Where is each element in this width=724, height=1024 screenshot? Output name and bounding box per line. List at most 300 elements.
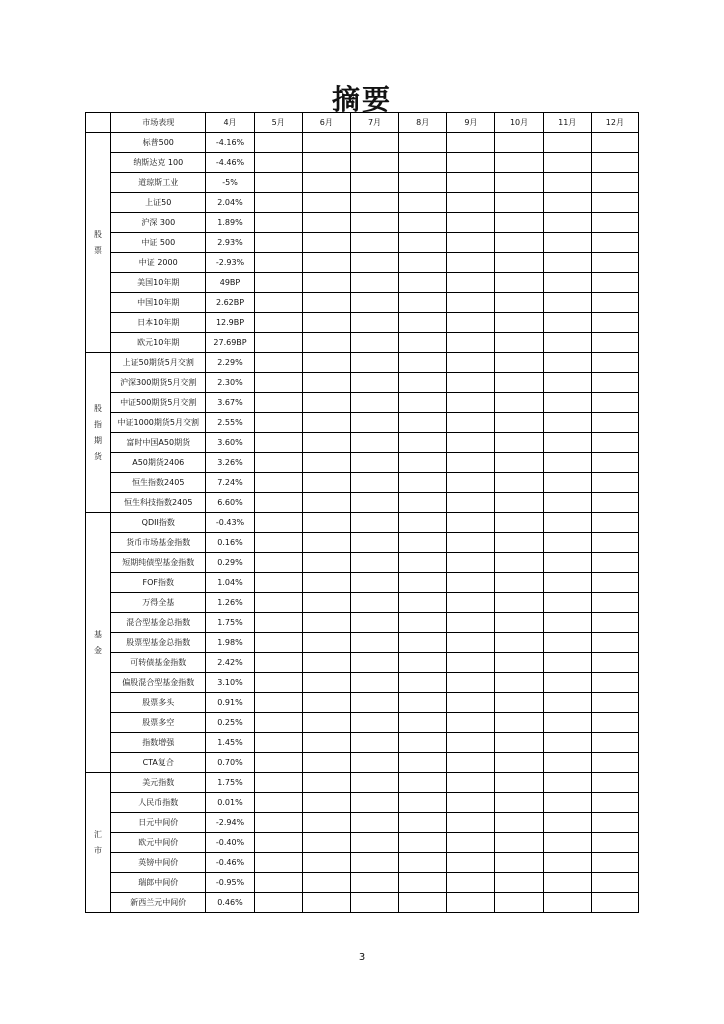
empty-month-cell xyxy=(399,793,447,813)
empty-month-cell xyxy=(447,553,495,573)
empty-month-cell xyxy=(495,673,543,693)
empty-month-cell xyxy=(350,253,398,273)
april-value: 7.24% xyxy=(206,473,254,493)
category-char: 股 xyxy=(94,229,103,239)
empty-month-cell xyxy=(543,873,591,893)
empty-month-cell xyxy=(447,573,495,593)
table-row xyxy=(86,173,639,193)
table-row xyxy=(86,213,639,233)
empty-month-cell xyxy=(543,233,591,253)
indicator-name: 中证1000期货5月交割 xyxy=(111,413,206,433)
empty-month-cell xyxy=(302,353,350,373)
empty-month-cell xyxy=(543,753,591,773)
empty-month-cell xyxy=(350,133,398,153)
indicator-name: CTA复合 xyxy=(111,753,206,773)
empty-month-cell xyxy=(447,673,495,693)
indicator-name: 中证 500 xyxy=(111,233,206,253)
empty-month-cell xyxy=(399,353,447,373)
empty-month-cell xyxy=(447,773,495,793)
empty-month-cell xyxy=(350,593,398,613)
empty-month-cell xyxy=(495,773,543,793)
empty-month-cell xyxy=(350,493,398,513)
empty-month-cell xyxy=(399,813,447,833)
empty-month-cell xyxy=(543,173,591,193)
april-value: 3.60% xyxy=(206,433,254,453)
empty-month-cell xyxy=(543,653,591,673)
table-row xyxy=(86,773,639,793)
table-row xyxy=(86,853,639,873)
empty-month-cell xyxy=(447,273,495,293)
empty-month-cell xyxy=(591,533,638,553)
empty-month-cell xyxy=(495,713,543,733)
empty-month-cell xyxy=(495,353,543,373)
indicator-name: 美元指数 xyxy=(111,773,206,793)
empty-month-cell xyxy=(543,493,591,513)
category-cell xyxy=(86,773,111,913)
empty-month-cell xyxy=(591,353,638,373)
april-value: 0.91% xyxy=(206,693,254,713)
empty-month-cell xyxy=(350,613,398,633)
empty-month-cell xyxy=(495,873,543,893)
empty-month-cell xyxy=(543,673,591,693)
empty-month-cell xyxy=(350,333,398,353)
empty-month-cell xyxy=(447,373,495,393)
table-row xyxy=(86,813,639,833)
empty-month-cell xyxy=(302,333,350,353)
empty-month-cell xyxy=(447,253,495,273)
empty-month-cell xyxy=(543,213,591,233)
indicator-name: 日元中间价 xyxy=(111,813,206,833)
table-row xyxy=(86,333,639,353)
empty-month-cell xyxy=(254,753,302,773)
empty-month-cell xyxy=(399,573,447,593)
table-row xyxy=(86,193,639,213)
empty-month-cell xyxy=(399,633,447,653)
empty-month-cell xyxy=(495,293,543,313)
indicator-name: 美国10年期 xyxy=(111,273,206,293)
empty-month-cell xyxy=(495,513,543,533)
empty-month-cell xyxy=(254,333,302,353)
empty-month-cell xyxy=(302,733,350,753)
empty-month-cell xyxy=(591,713,638,733)
empty-month-cell xyxy=(543,193,591,213)
table-row xyxy=(86,433,639,453)
empty-month-cell xyxy=(399,153,447,173)
empty-month-cell xyxy=(399,193,447,213)
empty-month-cell xyxy=(399,613,447,633)
empty-month-cell xyxy=(254,433,302,453)
header-cell: 10月 xyxy=(495,113,543,133)
empty-month-cell xyxy=(591,733,638,753)
empty-month-cell xyxy=(350,533,398,553)
empty-month-cell xyxy=(495,333,543,353)
empty-month-cell xyxy=(591,613,638,633)
empty-month-cell xyxy=(399,413,447,433)
empty-month-cell xyxy=(350,173,398,193)
empty-month-cell xyxy=(447,833,495,853)
empty-month-cell xyxy=(447,633,495,653)
empty-month-cell xyxy=(543,353,591,373)
april-value: 1.89% xyxy=(206,213,254,233)
empty-month-cell xyxy=(495,393,543,413)
empty-month-cell xyxy=(495,433,543,453)
empty-month-cell xyxy=(591,413,638,433)
indicator-name: 短期纯债型基金指数 xyxy=(111,553,206,573)
empty-month-cell xyxy=(350,433,398,453)
empty-month-cell xyxy=(254,613,302,633)
empty-month-cell xyxy=(591,173,638,193)
empty-month-cell xyxy=(350,453,398,473)
empty-month-cell xyxy=(543,453,591,473)
indicator-name: 道琼斯工业 xyxy=(111,173,206,193)
empty-month-cell xyxy=(399,853,447,873)
indicator-name: 上证50 xyxy=(111,193,206,213)
empty-month-cell xyxy=(302,393,350,413)
page-title: 摘要 xyxy=(331,83,392,116)
table-row xyxy=(86,473,639,493)
empty-month-cell xyxy=(399,653,447,673)
indicator-name: 上证50期货5月交割 xyxy=(111,353,206,373)
empty-month-cell xyxy=(543,313,591,333)
april-value: 6.60% xyxy=(206,493,254,513)
empty-month-cell xyxy=(254,673,302,693)
empty-month-cell xyxy=(254,253,302,273)
empty-month-cell xyxy=(543,633,591,653)
category-char: 基 xyxy=(94,629,103,639)
table-row xyxy=(86,233,639,253)
april-value: 0.46% xyxy=(206,893,254,913)
empty-month-cell xyxy=(399,753,447,773)
indicator-name: 标普500 xyxy=(111,133,206,153)
empty-month-cell xyxy=(350,673,398,693)
table-row xyxy=(86,493,639,513)
empty-month-cell xyxy=(254,513,302,533)
table-row xyxy=(86,673,639,693)
empty-month-cell xyxy=(495,733,543,753)
empty-month-cell xyxy=(302,133,350,153)
empty-month-cell xyxy=(302,553,350,573)
category-char: 票 xyxy=(94,245,103,255)
empty-month-cell xyxy=(543,733,591,753)
empty-month-cell xyxy=(591,433,638,453)
indicator-name: 瑞郎中间价 xyxy=(111,873,206,893)
empty-month-cell xyxy=(399,733,447,753)
empty-month-cell xyxy=(495,193,543,213)
indicator-name: 纳斯达克 100 xyxy=(111,153,206,173)
indicator-name: 恒生科技指数2405 xyxy=(111,493,206,513)
empty-month-cell xyxy=(447,173,495,193)
april-value: -0.43% xyxy=(206,513,254,533)
empty-month-cell xyxy=(302,453,350,473)
april-value: -4.16% xyxy=(206,133,254,153)
empty-month-cell xyxy=(302,653,350,673)
empty-month-cell xyxy=(543,893,591,913)
april-value: 1.98% xyxy=(206,633,254,653)
empty-month-cell xyxy=(543,393,591,413)
empty-month-cell xyxy=(543,773,591,793)
empty-month-cell xyxy=(591,813,638,833)
empty-month-cell xyxy=(447,893,495,913)
table-row xyxy=(86,293,639,313)
empty-month-cell xyxy=(254,793,302,813)
category-char: 股 xyxy=(94,403,103,413)
empty-month-cell xyxy=(591,213,638,233)
empty-month-cell xyxy=(399,713,447,733)
empty-month-cell xyxy=(447,333,495,353)
empty-month-cell xyxy=(543,373,591,393)
empty-month-cell xyxy=(495,213,543,233)
empty-month-cell xyxy=(350,273,398,293)
empty-month-cell xyxy=(254,133,302,153)
empty-month-cell xyxy=(447,733,495,753)
empty-month-cell xyxy=(350,633,398,653)
empty-month-cell xyxy=(399,313,447,333)
indicator-name: 英镑中间价 xyxy=(111,853,206,873)
category-char: 金 xyxy=(94,645,103,655)
empty-month-cell xyxy=(302,273,350,293)
empty-month-cell xyxy=(543,853,591,873)
empty-month-cell xyxy=(302,693,350,713)
empty-month-cell xyxy=(495,553,543,573)
empty-month-cell xyxy=(399,513,447,533)
empty-month-cell xyxy=(495,453,543,473)
empty-month-cell xyxy=(495,233,543,253)
empty-month-cell xyxy=(495,573,543,593)
empty-month-cell xyxy=(350,713,398,733)
table-row xyxy=(86,573,639,593)
indicator-name: 欧元中间价 xyxy=(111,833,206,853)
empty-month-cell xyxy=(399,673,447,693)
empty-month-cell xyxy=(302,633,350,653)
empty-month-cell xyxy=(495,753,543,773)
empty-month-cell xyxy=(447,753,495,773)
empty-month-cell xyxy=(254,713,302,733)
empty-month-cell xyxy=(399,773,447,793)
empty-month-cell xyxy=(399,293,447,313)
empty-month-cell xyxy=(399,593,447,613)
empty-month-cell xyxy=(302,613,350,633)
empty-month-cell xyxy=(399,833,447,853)
empty-month-cell xyxy=(447,193,495,213)
empty-month-cell xyxy=(495,693,543,713)
table-row xyxy=(86,653,639,673)
empty-month-cell xyxy=(447,293,495,313)
empty-month-cell xyxy=(495,473,543,493)
april-value: 2.29% xyxy=(206,353,254,373)
empty-month-cell xyxy=(591,313,638,333)
empty-month-cell xyxy=(543,273,591,293)
empty-month-cell xyxy=(399,233,447,253)
empty-month-cell xyxy=(350,293,398,313)
april-value: 0.16% xyxy=(206,533,254,553)
empty-month-cell xyxy=(591,833,638,853)
header-cell: 12月 xyxy=(591,113,638,133)
empty-month-cell xyxy=(495,273,543,293)
april-value: 3.26% xyxy=(206,453,254,473)
empty-month-cell xyxy=(591,793,638,813)
empty-month-cell xyxy=(350,733,398,753)
header-cell: 5月 xyxy=(254,113,302,133)
april-value: 2.55% xyxy=(206,413,254,433)
corner-cell xyxy=(86,113,111,133)
empty-month-cell xyxy=(495,853,543,873)
april-value: -2.94% xyxy=(206,813,254,833)
empty-month-cell xyxy=(591,393,638,413)
empty-month-cell xyxy=(254,413,302,433)
empty-month-cell xyxy=(543,573,591,593)
empty-month-cell xyxy=(399,333,447,353)
empty-month-cell xyxy=(302,853,350,873)
empty-month-cell xyxy=(543,593,591,613)
empty-month-cell xyxy=(543,793,591,813)
april-value: 49BP xyxy=(206,273,254,293)
april-value: 2.62BP xyxy=(206,293,254,313)
empty-month-cell xyxy=(302,513,350,533)
table-row xyxy=(86,413,639,433)
indicator-name: QDII指数 xyxy=(111,513,206,533)
header-cell: 7月 xyxy=(350,113,398,133)
empty-month-cell xyxy=(302,413,350,433)
empty-month-cell xyxy=(543,253,591,273)
empty-month-cell xyxy=(543,693,591,713)
empty-month-cell xyxy=(254,813,302,833)
header-cell: 9月 xyxy=(447,113,495,133)
empty-month-cell xyxy=(495,613,543,633)
empty-month-cell xyxy=(543,133,591,153)
april-value: 0.01% xyxy=(206,793,254,813)
indicator-name: 中证500期货5月交割 xyxy=(111,393,206,413)
empty-month-cell xyxy=(447,713,495,733)
empty-month-cell xyxy=(302,593,350,613)
empty-month-cell xyxy=(591,873,638,893)
empty-month-cell xyxy=(447,813,495,833)
empty-month-cell xyxy=(543,533,591,553)
april-value: 3.67% xyxy=(206,393,254,413)
april-value: -5% xyxy=(206,173,254,193)
table-row xyxy=(86,533,639,553)
empty-month-cell xyxy=(447,413,495,433)
empty-month-cell xyxy=(350,353,398,373)
empty-month-cell xyxy=(302,373,350,393)
empty-month-cell xyxy=(495,653,543,673)
empty-month-cell xyxy=(399,473,447,493)
empty-month-cell xyxy=(399,133,447,153)
indicator-name: 偏股混合型基金指数 xyxy=(111,673,206,693)
empty-month-cell xyxy=(302,893,350,913)
empty-month-cell xyxy=(495,253,543,273)
empty-month-cell xyxy=(447,593,495,613)
category-char: 期 xyxy=(94,435,103,445)
table-row xyxy=(86,693,639,713)
empty-month-cell xyxy=(495,413,543,433)
indicator-name: 混合型基金总指数 xyxy=(111,613,206,633)
empty-month-cell xyxy=(302,573,350,593)
empty-month-cell xyxy=(447,513,495,533)
empty-month-cell xyxy=(495,813,543,833)
april-value: 2.93% xyxy=(206,233,254,253)
table-row xyxy=(86,893,639,913)
empty-month-cell xyxy=(591,333,638,353)
empty-month-cell xyxy=(447,533,495,553)
empty-month-cell xyxy=(254,873,302,893)
empty-month-cell xyxy=(495,313,543,333)
category-cell xyxy=(86,513,111,773)
april-value: 2.42% xyxy=(206,653,254,673)
empty-month-cell xyxy=(350,773,398,793)
april-value: 0.25% xyxy=(206,713,254,733)
table-row xyxy=(86,133,639,153)
empty-month-cell xyxy=(254,273,302,293)
empty-month-cell xyxy=(399,553,447,573)
table-row xyxy=(86,833,639,853)
indicator-name: 股票型基金总指数 xyxy=(111,633,206,653)
april-value: 1.26% xyxy=(206,593,254,613)
empty-month-cell xyxy=(350,513,398,533)
april-value: 1.75% xyxy=(206,613,254,633)
empty-month-cell xyxy=(350,213,398,233)
empty-month-cell xyxy=(447,433,495,453)
empty-month-cell xyxy=(350,233,398,253)
indicator-name: 日本10年期 xyxy=(111,313,206,333)
table-row xyxy=(86,873,639,893)
empty-month-cell xyxy=(254,213,302,233)
empty-month-cell xyxy=(591,473,638,493)
april-value: 0.29% xyxy=(206,553,254,573)
empty-month-cell xyxy=(302,533,350,553)
empty-month-cell xyxy=(447,793,495,813)
empty-month-cell xyxy=(543,433,591,453)
table-row xyxy=(86,153,639,173)
empty-month-cell xyxy=(302,753,350,773)
empty-month-cell xyxy=(591,693,638,713)
empty-month-cell xyxy=(302,493,350,513)
empty-month-cell xyxy=(591,673,638,693)
empty-month-cell xyxy=(254,653,302,673)
empty-month-cell xyxy=(302,673,350,693)
empty-month-cell xyxy=(591,193,638,213)
indicator-name: 恒生指数2405 xyxy=(111,473,206,493)
empty-month-cell xyxy=(591,453,638,473)
empty-month-cell xyxy=(302,713,350,733)
empty-month-cell xyxy=(350,413,398,433)
table-row xyxy=(86,793,639,813)
empty-month-cell xyxy=(447,213,495,233)
empty-month-cell xyxy=(254,313,302,333)
empty-month-cell xyxy=(350,693,398,713)
empty-month-cell xyxy=(399,393,447,413)
empty-month-cell xyxy=(302,233,350,253)
empty-month-cell xyxy=(591,513,638,533)
empty-month-cell xyxy=(350,313,398,333)
empty-month-cell xyxy=(254,453,302,473)
empty-month-cell xyxy=(254,233,302,253)
empty-month-cell xyxy=(254,153,302,173)
empty-month-cell xyxy=(543,553,591,573)
indicator-name: 富时中国A50期货 xyxy=(111,433,206,453)
empty-month-cell xyxy=(495,153,543,173)
table-row xyxy=(86,253,639,273)
empty-month-cell xyxy=(399,273,447,293)
category-char: 汇 xyxy=(94,829,103,839)
table-row xyxy=(86,713,639,733)
empty-month-cell xyxy=(399,693,447,713)
empty-month-cell xyxy=(254,473,302,493)
empty-month-cell xyxy=(302,253,350,273)
category-cell xyxy=(86,133,111,353)
indicator-name: A50期货2406 xyxy=(111,453,206,473)
empty-month-cell xyxy=(399,453,447,473)
empty-month-cell xyxy=(350,793,398,813)
